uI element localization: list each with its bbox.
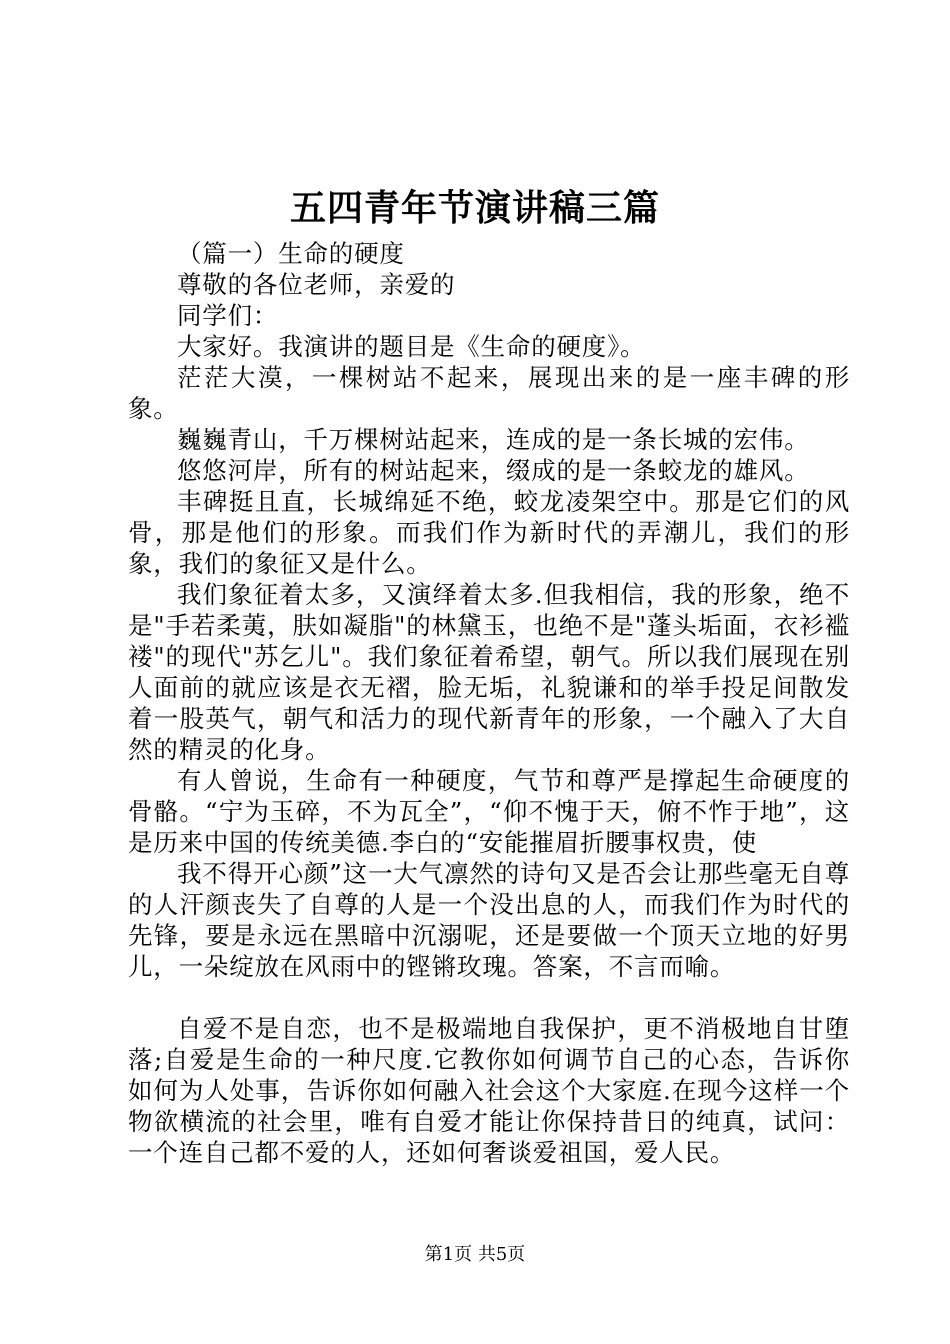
document-body: [128, 238, 850, 1168]
paragraph: 我不得开心颜”这一大气凛然的诗句又是否会让那些毫无自尊的人汗颜丧失了自尊的人是一个没出息的人，而我们作为时代的先锋，要是永远在黑暗中沉溺呢，还是要做一个顶天立地的好男儿，一朵绽放在风雨中的铿锵玫瑰。答案，不言而喻。: [128, 859, 850, 981]
paragraph: 悠悠河岸，所有的树站起来，缀成的是一条蛟龙的雄风。: [177, 456, 810, 485]
paragraph: 巍巍青山，千万棵树站起来，连成的是一条长城的宏伟。: [177, 425, 810, 454]
salutation-line: 同学们：: [177, 301, 279, 330]
paragraph: 丰碑挺且直，长城绵延不绝，蛟龙凌架空中。那是它们的风骨，那是他们的形象。而我们作为新时代的弄潮儿，我们的形象，我们的象征又是什么。: [128, 487, 850, 578]
section-heading: （篇一）生命的硬度: [177, 239, 405, 268]
salutation-line: 尊敬的各位老师，亲爱的: [177, 270, 456, 299]
page-footer: 第1页 共5页: [424, 1244, 526, 1265]
paragraph: 自爱不是自恋，也不是极端地自我保护，更不消极地自甘堕落;自爱是生命的一种尺度.它教你如何调节自己的心态，告诉你如何为人处事，告诉你如何融入社会这个大家庭.在现今这样一个物欲横流的社会里，唯有自爱才能让你保持昔日的纯真，试问：一个连自己都不爱的人，还如何奢谈爱祖国，爱人民。: [128, 1014, 850, 1167]
paragraph: 大家好。我演讲的题目是《生命的硬度》。: [177, 332, 646, 361]
paragraph: 有人曾说，生命有一种硬度，气节和尊严是撑起生命硬度的骨骼。“宁为玉碎，不为瓦全”，“仰不愧于天，俯不怍于地”，这是历来中国的传统美德.李白的“安能摧眉折腰事权贵，使: [128, 766, 850, 857]
paragraph: 我们象征着太多，又演绎着太多.但我相信，我的形象，绝不是"手若柔荑，肤如凝脂"的林黛玉，也绝不是"蓬头垢面，衣衫褴褛"的现代"苏乞儿"。我们象征着希望，朝气。所以我们展现在别人面前的就应该是衣无褶，脸无垢，礼貌谦和的举手投足间散发着一股英气，朝气和活力的现代新青年的形象，一个融入了大自然的精灵的化身。: [128, 580, 850, 764]
document-title: 五四青年节演讲稿三篇: [289, 187, 660, 229]
paragraph: 茫茫大漠，一棵树站不起来，展现出来的是一座丰碑的形象。: [128, 363, 850, 423]
